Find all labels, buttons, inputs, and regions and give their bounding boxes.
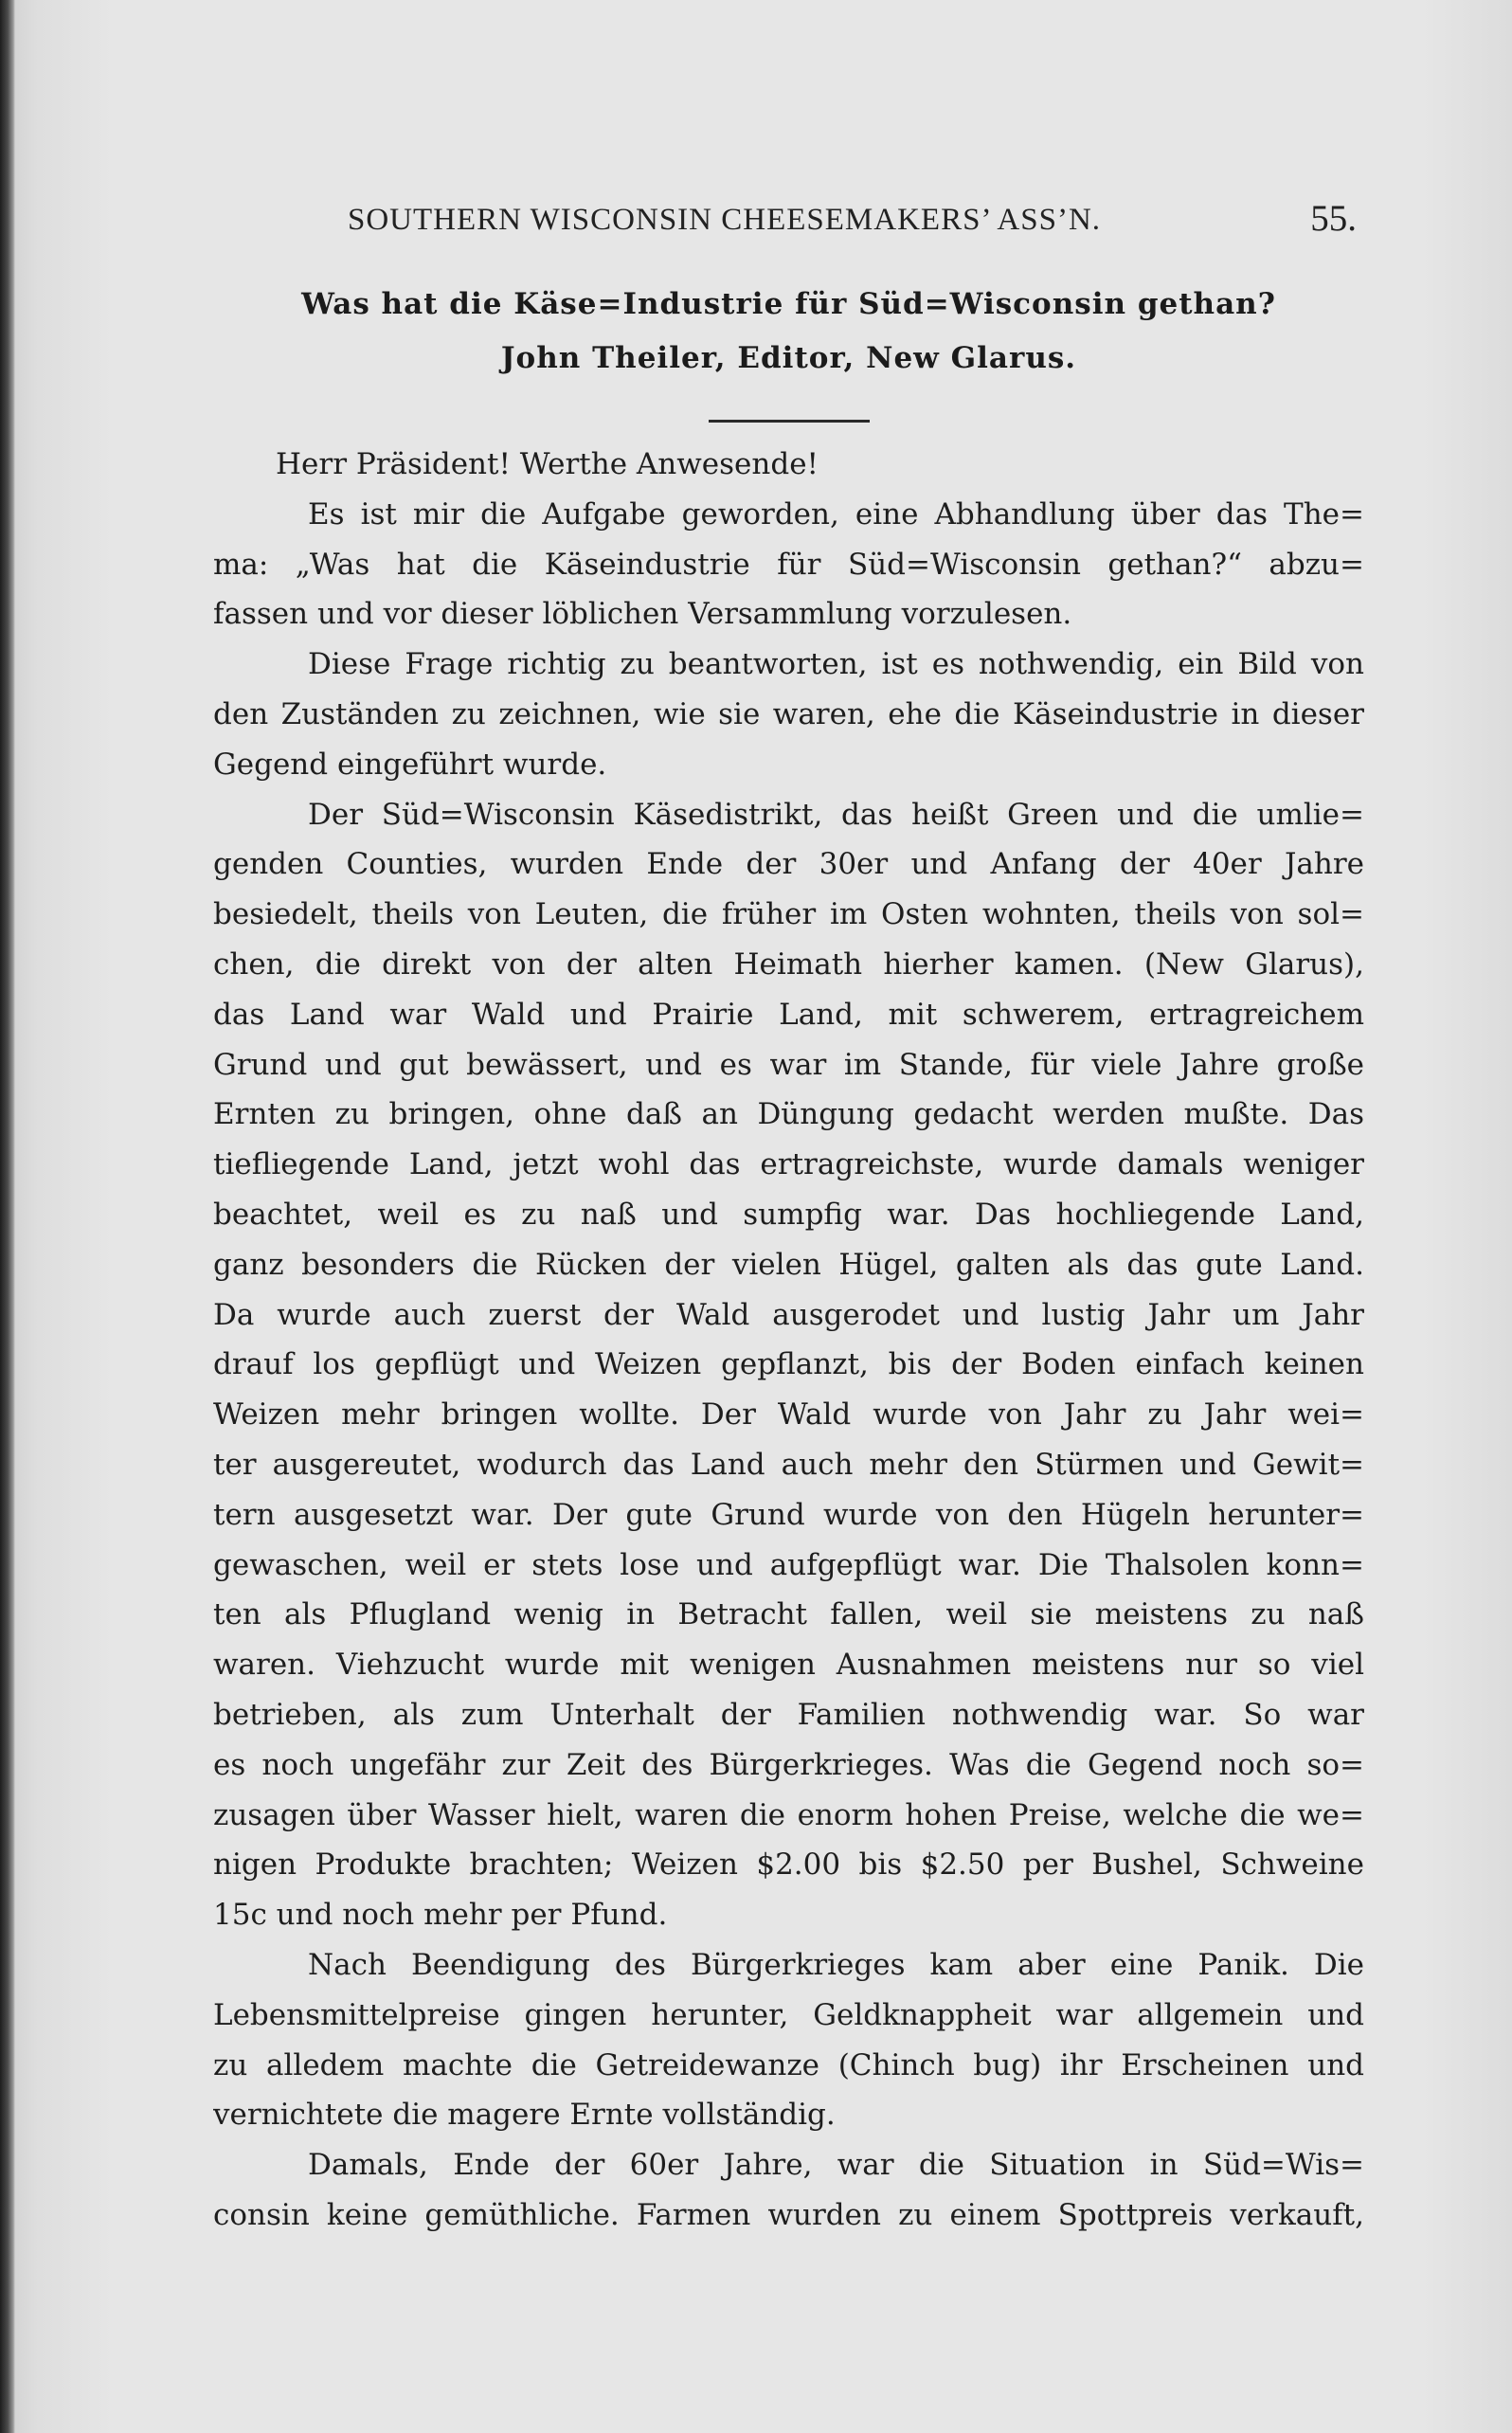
text-line: Gegend eingeführt wurde. xyxy=(213,747,607,782)
text-line: den Zuständen zu zeichnen, wie sie waren, ehe die Käseindustrie in dieser xyxy=(213,696,1364,731)
text-line: consin keine gemüthliche. Farmen wurden zu einem Spottpreis verkauft, xyxy=(213,2197,1364,2232)
text-line: ma: „Was hat die Käseindustrie für Süd=Wisconsin gethan?“ abzu= xyxy=(213,547,1364,582)
text-line: ten als Pflugland wenig in Betracht fallen, weil sie meistens zu naß xyxy=(213,1597,1364,1632)
text-line: ganz besonders die Rücken der vielen Hügel, galten als das gute Land. xyxy=(213,1247,1364,1282)
text-line: es noch ungefähr zur Zeit des Bürgerkrieges. Was die Gegend noch so= xyxy=(213,1747,1364,1782)
running-title: SOUTHERN WISCONSIN CHEESEMAKERS’ ASS’N. xyxy=(348,203,1102,237)
text-line: Grund und gut bewässert, und es war im Stande, für viele Jahre große xyxy=(213,1047,1364,1082)
text-line: Weizen mehr bringen wollte. Der Wald wurde von Jahr zu Jahr wei= xyxy=(213,1397,1364,1433)
text-line: zu alledem machte die Getreidewanze (Chinch bug) ihr Erscheinen und xyxy=(213,2047,1364,2082)
text-line: Der Süd=Wisconsin Käsedistrikt, das heißt Green und die umlie= xyxy=(308,797,1364,832)
text-line: das Land war Wald und Prairie Land, mit schwerem, ertragreichem xyxy=(213,997,1364,1032)
text-line: ter ausgereutet, wodurch das Land auch mehr den Stürmen und Gewit= xyxy=(213,1447,1364,1482)
page-number: 55. xyxy=(1310,198,1357,239)
text-line: zusagen über Wasser hielt, waren die enorm hohen Preise, welche die we= xyxy=(213,1797,1364,1832)
text-line: drauf los gepflügt und Weizen gepflanzt, bis der Boden einfach keinen xyxy=(213,1347,1364,1382)
text-line: beachtet, weil es zu naß und sumpfig war. Das hochliegende Land, xyxy=(213,1197,1364,1232)
text-line: Ernten zu bringen, ohne daß an Düngung gedacht werden mußte. Das xyxy=(213,1097,1364,1132)
running-head xyxy=(348,198,1357,250)
text-line: genden Counties, wurden Ende der 30er und Anfang der 40er Jahre xyxy=(213,847,1364,882)
text-line: chen, die direkt von der alten Heimath hierher kamen. (New Glarus), xyxy=(213,946,1364,982)
binding-edge xyxy=(0,0,15,2433)
body-text xyxy=(213,440,1364,2241)
text-line: Nach Beendigung des Bürgerkrieges kam aber eine Panik. Die xyxy=(308,1947,1364,1982)
text-line: Damals, Ende der 60er Jahre, war die Situation in Süd=Wis= xyxy=(308,2148,1364,2183)
text-line: Herr Präsident! Werthe Anwesende! xyxy=(276,447,819,481)
text-line: fassen und vor dieser löblichen Versammlung vorzulesen. xyxy=(213,597,1072,632)
text-line: vernichtete die magere Ernte vollständig. xyxy=(213,2098,836,2133)
article-author: John Theiler, Editor, New Glarus. xyxy=(500,341,1077,375)
text-line: Da wurde auch zuerst der Wald ausgerodet und lustig Jahr um Jahr xyxy=(213,1297,1364,1332)
text-line: Diese Frage richtig zu beantworten, ist es nothwendig, ein Bild von xyxy=(308,647,1364,682)
text-line: betrieben, als zum Unterhalt der Familien nothwendig war. So war xyxy=(213,1697,1364,1732)
text-line: tiefliegende Land, jetzt wohl das ertragreichste, wurde damals weniger xyxy=(213,1147,1364,1182)
text-line: besiedelt, theils von Leuten, die früher im Osten wohnten, theils von sol= xyxy=(213,897,1364,932)
text-line: 15c und noch mehr per Pfund. xyxy=(213,1898,668,1933)
title-rule xyxy=(709,420,870,423)
text-line: tern ausgesetzt war. Der gute Grund wurde von den Hügeln herunter= xyxy=(213,1497,1364,1532)
text-line: gewaschen, weil er stets lose und aufgepflügt war. Die Thalsolen konn= xyxy=(213,1547,1364,1582)
text-line: waren. Viehzucht wurde mit wenigen Ausnahmen meistens nur so viel xyxy=(213,1648,1364,1683)
text-line: Es ist mir die Aufgabe geworden, eine Abhandlung über das The= xyxy=(308,496,1364,532)
article-title: Was hat die Käse=Industrie für Süd=Wisconsin gethan? xyxy=(301,287,1276,321)
text-line: Lebensmittelpreise gingen herunter, Geldknappheit war allgemein und xyxy=(213,1997,1364,2032)
text-line: nigen Produkte brachten; Weizen $2.00 bis $2.50 per Bushel, Schweine xyxy=(213,1847,1364,1883)
